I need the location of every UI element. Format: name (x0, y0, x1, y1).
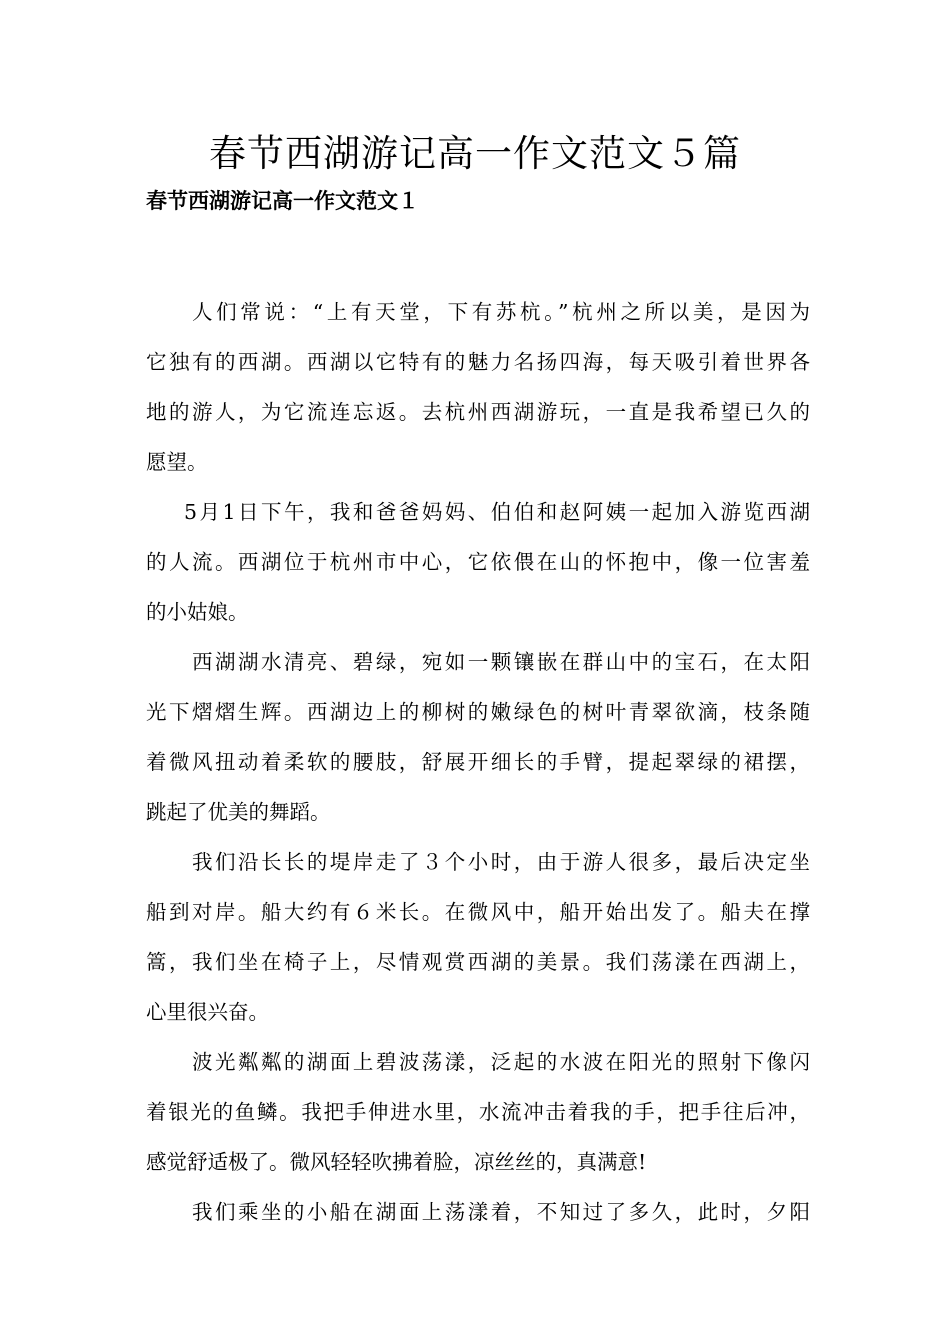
text-line: 地的游人，为它流连忘返。去杭州西湖游玩，一直是我希望已久的 (146, 400, 810, 424)
text-line: 感觉舒适极了。微风轻轻吹拂着脸，凉丝丝的，真满意! (146, 1150, 647, 1174)
text-line: 的人流。西湖位于杭州市中心，它依偎在山的怀抱中，像一位害羞 (146, 550, 810, 574)
paragraph (146, 837, 810, 1037)
text-line: 着银光的鱼鳞。我把手伸进水里，水流冲击着我的手，把手往后冲， (146, 1100, 810, 1124)
text-line: 光下熠熠生辉。西湖边上的柳树的嫩绿色的树叶青翠欲滴，枝条随 (146, 700, 810, 724)
text-line: 的小姑娘。 (146, 600, 249, 624)
article-body (146, 287, 810, 1237)
text-line: 着微风扭动着柔软的腰肢，舒展开细长的手臂，提起翠绿的裙摆， (146, 750, 810, 774)
text-line: 愿望。 (146, 450, 208, 474)
text-line: 波光粼粼的湖面上碧波荡漾，泛起的水波在阳光的照射下像闪 (192, 1050, 810, 1074)
paragraph (146, 1187, 810, 1237)
text-line: 跳起了优美的舞蹈。 (146, 800, 331, 824)
paragraph (146, 487, 810, 637)
paragraph (146, 1037, 810, 1187)
text-line: 船到对岸。船大约有６米长。在微风中，船开始出发了。船夫在撑 (146, 900, 810, 924)
text-line: 5月1日下午，我和爸爸妈妈、伯伯和赵阿姨一起加入游览西湖 (184, 500, 810, 524)
section-title: 春节西湖游记高一作文范文１ (146, 188, 419, 213)
paragraph (146, 287, 810, 487)
paragraph (146, 637, 810, 837)
text-line: 西湖湖水清亮、碧绿，宛如一颗镶嵌在群山中的宝石，在太阳 (192, 650, 810, 674)
document-title: 春节西湖游记高一作文范文５篇 (209, 132, 741, 175)
text-line: 我们乘坐的小船在湖面上荡漾着，不知过了多久，此时，夕阳 (192, 1200, 810, 1224)
text-line: 它独有的西湖。西湖以它特有的魅力名扬四海，每天吸引着世界各 (146, 350, 810, 374)
text-line: 心里很兴奋。 (146, 1000, 269, 1024)
text-line: 人们常说：“上有天堂，下有苏杭。”杭州之所以美，是因为 (192, 300, 810, 324)
text-line: 我们沿长长的堤岸走了３个小时，由于游人很多，最后决定坐 (192, 850, 810, 874)
text-line: 篙，我们坐在椅子上，尽情观赏西湖的美景。我们荡漾在西湖上， (146, 950, 810, 974)
